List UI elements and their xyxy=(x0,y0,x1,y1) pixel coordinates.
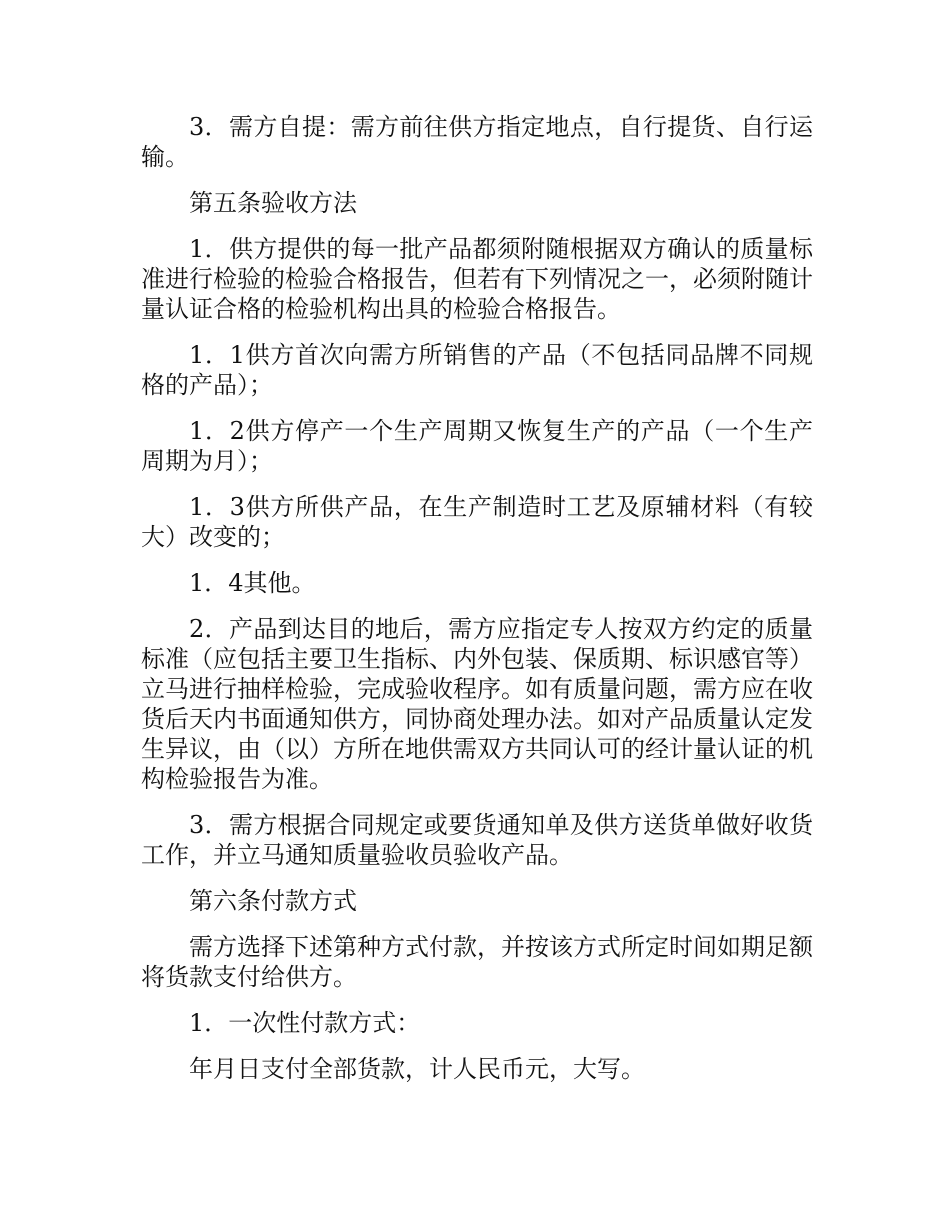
paragraph-clause-1-2: 1．2供方停产一个生产周期又恢复生产的产品（一个生产周期为月）； xyxy=(141,417,813,475)
paragraph-payment-choice: 需方选择下述第种方式付款，并按该方式所定时间如期足额将货款支付给供方。 xyxy=(141,933,813,991)
paragraph-payment-date: 年月日支付全部货款，计人民币元，大写。 xyxy=(189,1055,645,1083)
paragraph-arrival-inspection: 2．产品到达目的地后，需方应指定专人按双方约定的质量标准（应包括主要卫生指标、内外包装、保质期、标识感官等）立马进行抽样检验，完成验收程序。如有质量问题，需方应在收货后天内书面通知供方，同协商处理办法。如对产品质量认定发生异议，由（以）方所在地供需双方共同认可的经计量认证的机构检验报告为准。 xyxy=(141,615,813,793)
paragraph-clause-1-4: 1．4其他。 xyxy=(189,569,316,597)
section-heading-article-6: 第六条付款方式 xyxy=(189,887,357,915)
paragraph-clause-1-1: 1．1供方首次向需方所销售的产品（不包括同品牌不同规格的产品）； xyxy=(141,341,813,399)
paragraph-one-time-payment: 1．一次性付款方式： xyxy=(189,1009,421,1037)
paragraph-self-pickup: 3．需方自提：需方前往供方指定地点，自行提货、自行运输。 xyxy=(141,113,813,171)
document-body xyxy=(141,112,813,1100)
section-heading-article-5: 第五条验收方法 xyxy=(189,189,357,217)
paragraph-inspection-report: 1．供方提供的每一批产品都须附随根据双方确认的质量标准进行检验的检验合格报告，但若有下列情况之一，必须附随计量认证合格的检验机构出具的检验合格报告。 xyxy=(141,235,813,323)
paragraph-clause-1-3: 1．3供方所供产品，在生产制造时工艺及原辅材料（有较大）改变的； xyxy=(141,493,813,551)
paragraph-receiving: 3．需方根据合同规定或要货通知单及供方送货单做好收货工作，并立马通知质量验收员验收产品。 xyxy=(141,811,813,869)
